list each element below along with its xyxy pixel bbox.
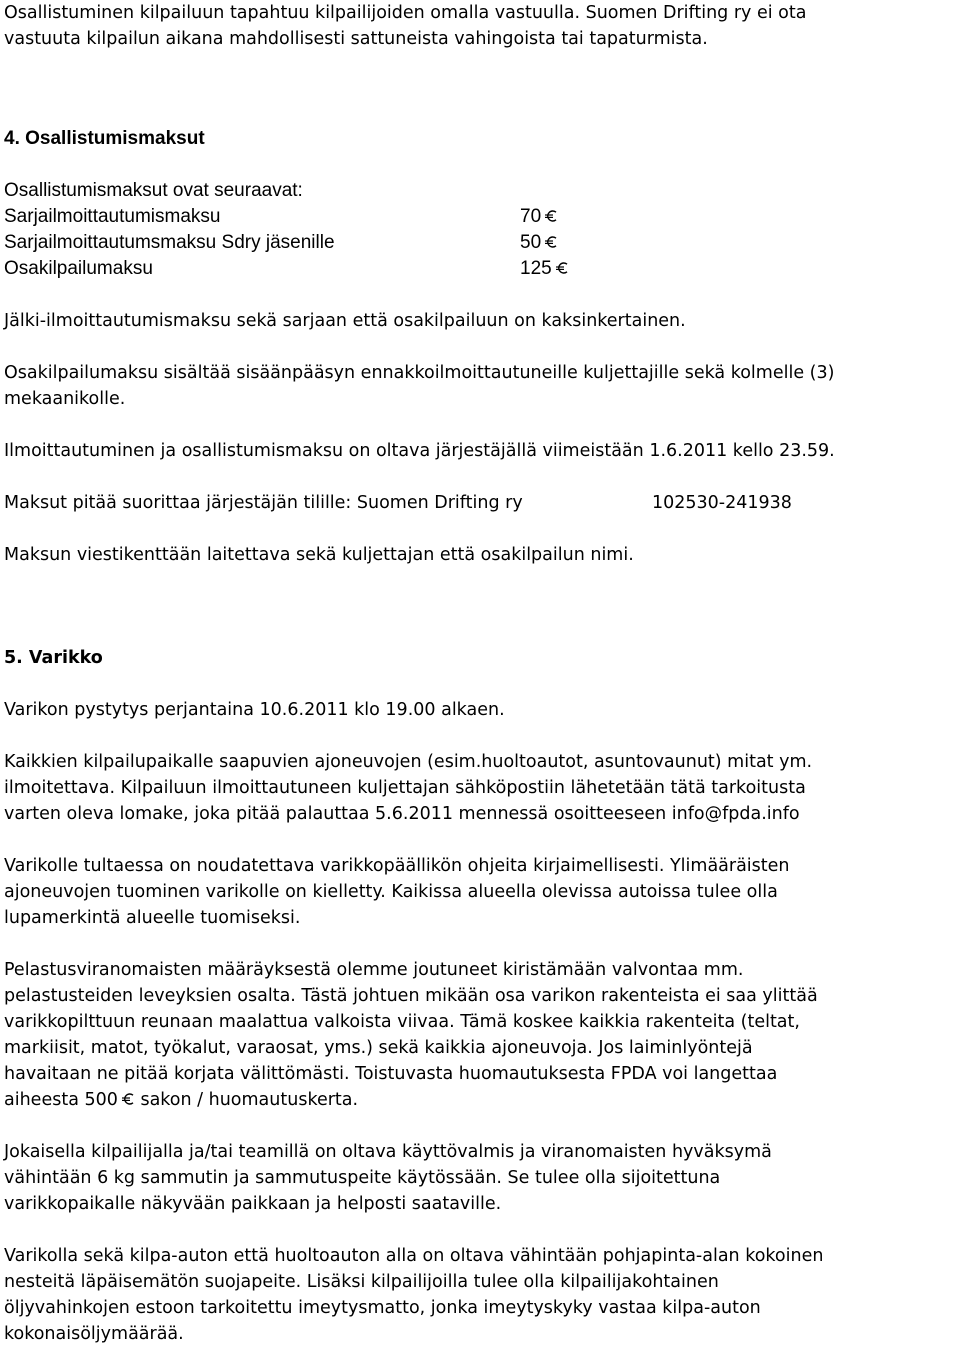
fee-label: Sarjailmoittautumismaksu [4,206,221,227]
bank-account-number: 102530-241938 [652,493,792,513]
paragraph-line: lupamerkintä alueelle tuomiseksi. [4,908,301,928]
includes-line-1: Osakilpailumaksu sisältää sisäänpääsyn ennakkoilmoittautuneille kuljettajille sekä kolmelle (3) [4,363,835,383]
fee-amount [520,256,569,282]
euro-sign-icon [544,209,558,223]
paragraph-line: Kaikkien kilpailupaikalle saapuvien ajoneuvojen (esim.huoltoautot, asuntovaunut) mitat ym. [4,752,813,772]
paragraph-line: markiisit, matot, työkalut, varaosat, yms.) sekä kaikkia ajoneuvoja. Jos laiminlyöntejä [4,1038,753,1058]
fine-text-after: sakon / huomautuskerta. [134,1090,359,1110]
fee-amount-value: 125 [520,258,552,279]
includes-line-2: mekaanikolle. [4,389,126,409]
section-4-heading: 4. Osallistumismaksut [4,128,205,149]
fee-amount-value: 50 [520,232,542,253]
section-5-heading: 5. Varikko [4,648,103,668]
paragraph-line: havaitaan ne pitää korjata välittömästi. Toistuvasta huomautuksesta FPDA voi langettaa [4,1064,778,1084]
pit-setup-time: Varikon pystytys perjantaina 10.6.2011 klo 19.00 alkaen. [4,700,505,720]
fee-row [4,256,153,282]
fee-amount-value: 70 [520,206,542,227]
fee-row [4,204,220,230]
paragraph-line: ajoneuvojen tuominen varikolle on kielletty. Kaikissa alueella olevissa autoissa tulee olla [4,882,778,902]
registration-deadline: Ilmoittautuminen ja osallistumismaksu on oltava järjestäjällä viimeistään 1.6.2011 kello 23.59. [4,441,835,461]
paragraph-line: pelastusteiden leveyksien osalta. Tästä johtuen mikään osa varikon rakenteista ei saa ylittää [4,986,818,1006]
paragraph-line: Varikolla sekä kilpa-auton että huoltoauton alla on oltava vähintään pohjapinta-alan kokoinen [4,1246,824,1266]
fees-lead: Osallistumismaksut ovat seuraavat: [4,180,303,201]
late-fee-note: Jälki-ilmoittautumismaksu sekä sarjaan että osakilpailuun on kaksinkertainen. [4,311,686,331]
fee-label: Sarjailmoittautumsmaksu Sdry jäsenille [4,232,335,253]
intro-line-1: Osallistuminen kilpailuun tapahtuu kilpailijoiden omalla vastuulla. Suomen Drifting ry ei ota [4,3,807,23]
euro-sign-icon [544,235,558,249]
paragraph-line: Varikolle tultaessa on noudatettava varikkopäällikön ohjeita kirjaimellisesti. Ylimääräisten [4,856,790,876]
payment-message-note: Maksun viestikenttään laitettava sekä kuljettajan että osakilpailun nimi. [4,545,634,565]
paragraph-line: öljyvahinkojen estoon tarkoitettu imeytysmatto, jonka imeytyskyky vastaa kilpa-auton [4,1298,761,1318]
intro-line-2: vastuuta kilpailun aikana mahdollisesti sattuneista vahingoista tai tapaturmista. [4,29,708,49]
fee-row [4,230,335,256]
euro-sign-icon [121,1092,135,1106]
paragraph-line: Jokaisella kilpailijalla ja/tai teamillä on oltava käyttövalmis ja viranomaisten hyväksymä [4,1142,772,1162]
fee-label: Osakilpailumaksu [4,258,153,279]
fine-line [4,1087,358,1113]
paragraph-line: varten oleva lomake, joka pitää palauttaa 5.6.2011 mennessä osoitteeseen info@fpda.info [4,804,800,824]
paragraph-line: kokonaisöljymäärää. [4,1324,184,1344]
paragraph-line: varikkopilttuun reunaan maalattua valkoista viivaa. Tämä koskee kaikkia rakenteita (teltat, [4,1012,800,1032]
paragraph-line: Pelastusviranomaisten määräyksestä olemme joutuneet kiristämään valvontaa mm. [4,960,744,980]
paragraph-line: nesteitä läpäisemätön suojapeite. Lisäksi kilpailijoilla tulee olla kilpailijakohtainen [4,1272,719,1292]
paragraph-line: ilmoitettava. Kilpailuun ilmoittautuneen kuljettajan sähköpostiin lähetetään tätä tarkoitusta [4,778,806,798]
fee-amount [520,230,558,256]
payment-instructions: Maksut pitää suorittaa järjestäjän tilille: Suomen Drifting ry [4,493,523,513]
paragraph-line: vähintään 6 kg sammutin ja sammutuspeite käytössään. Se tulee olla sijoitettuna [4,1168,721,1188]
fee-amount [520,204,558,230]
paragraph-line: varikkopaikalle näkyvään paikkaan ja helposti saataville. [4,1194,502,1214]
euro-sign-icon [555,261,569,275]
fine-text-before: aiheesta 500 [4,1090,118,1110]
